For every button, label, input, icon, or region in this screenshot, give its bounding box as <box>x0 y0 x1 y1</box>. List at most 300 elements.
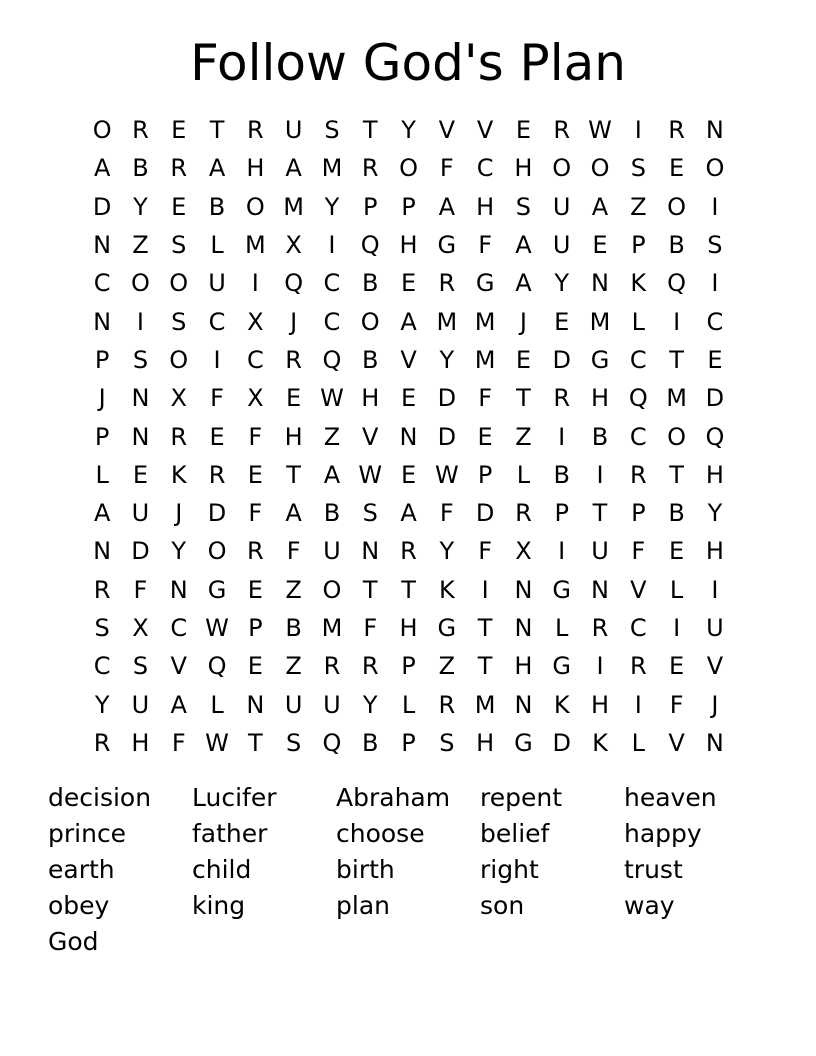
grid-letter: F <box>478 384 493 413</box>
grid-letter: C <box>629 614 647 642</box>
grid-letter: A <box>285 154 302 183</box>
grid-letter: R <box>400 537 417 566</box>
grid-letter: F <box>439 154 454 183</box>
grid-letter: G <box>475 269 495 298</box>
word-list-item: trust <box>624 855 683 884</box>
grid-letter: A <box>323 460 341 489</box>
grid-letter: E <box>247 460 263 489</box>
grid-letter: Y <box>439 345 455 374</box>
grid-letter: R <box>285 345 302 374</box>
grid-letter: T <box>477 614 493 642</box>
grid-letter: H <box>399 231 418 260</box>
grid-letter: N <box>93 231 112 260</box>
grid-letter: F <box>133 575 148 604</box>
grid-letter: D <box>437 384 457 413</box>
grid-letter: R <box>132 116 149 145</box>
grid-letter: S <box>439 728 455 757</box>
grid-letter: F <box>478 231 493 260</box>
grid-letter: N <box>514 614 533 642</box>
grid-letter: S <box>324 116 340 145</box>
grid-letter: Q <box>207 652 227 681</box>
grid-letter: H <box>361 384 380 413</box>
grid-letter: M <box>474 345 496 374</box>
grid-letter: I <box>558 537 566 566</box>
grid-letter: C <box>629 345 647 374</box>
grid-letter: N <box>591 575 609 604</box>
grid-letter: A <box>93 154 111 183</box>
grid-letter: R <box>553 384 571 413</box>
grid-letter: O <box>705 154 725 183</box>
grid-letter: P <box>248 614 263 642</box>
grid-letter: T <box>477 652 493 681</box>
grid-letter: N <box>514 575 533 604</box>
word-list-item: happy <box>624 819 702 848</box>
grid-letter: L <box>555 614 569 642</box>
grid-letter: G <box>552 652 572 681</box>
grid-letter: E <box>400 460 417 489</box>
word-list-item: plan <box>336 891 390 920</box>
grid-letter: N <box>591 269 609 298</box>
grid-letter: E <box>669 652 685 681</box>
grid-letter: D <box>92 192 112 221</box>
grid-letter: X <box>170 384 187 413</box>
grid-letter: Z <box>438 652 456 681</box>
grid-letter: F <box>210 384 224 413</box>
grid-letter: B <box>323 499 341 528</box>
grid-letter: F <box>363 614 378 642</box>
grid-letter: I <box>481 575 489 604</box>
grid-letter: C <box>629 422 647 451</box>
grid-letter: P <box>477 460 493 489</box>
word-list-item: earth <box>48 855 115 884</box>
grid-letter: E <box>132 460 149 489</box>
grid-letter: S <box>171 307 187 336</box>
grid-letter: O <box>207 537 227 566</box>
grid-letter: O <box>322 575 342 604</box>
grid-letter: G <box>437 614 457 642</box>
grid-letter: R <box>438 269 456 298</box>
grid-letter: S <box>286 728 302 757</box>
grid-letter: C <box>246 345 264 374</box>
grid-letter: S <box>94 614 110 642</box>
grid-letter: J <box>175 499 183 528</box>
grid-letter: J <box>98 384 106 413</box>
grid-letter: I <box>251 269 259 298</box>
grid-letter: R <box>93 728 111 757</box>
grid-letter: V <box>668 728 685 757</box>
grid-letter: P <box>94 345 110 374</box>
grid-letter: Q <box>628 384 648 413</box>
grid-letter: D <box>207 499 227 528</box>
grid-letter: X <box>247 307 264 336</box>
grid-letter: D <box>552 728 571 757</box>
grid-letter: L <box>516 460 531 489</box>
grid-letter: B <box>208 192 226 221</box>
grid-letter: R <box>515 499 532 528</box>
grid-letter: O <box>245 192 265 221</box>
grid-letter: Y <box>171 537 187 566</box>
grid-letter: V <box>476 116 494 145</box>
grid-letter: I <box>634 690 642 719</box>
grid-letter: A <box>170 690 187 719</box>
grid-letter: R <box>438 690 456 719</box>
grid-letter: N <box>361 537 380 566</box>
grid-letter: C <box>476 154 494 183</box>
grid-letter: P <box>401 728 416 757</box>
word-list-item: Lucifer <box>192 783 277 812</box>
grid-letter: U <box>284 690 303 719</box>
grid-letter: Y <box>439 537 455 566</box>
grid-letter: F <box>286 537 301 566</box>
grid-letter: L <box>669 575 684 604</box>
grid-letter: R <box>629 652 647 681</box>
grid-letter: O <box>667 192 687 221</box>
grid-letter: K <box>438 575 455 604</box>
grid-letter: Z <box>323 422 341 451</box>
grid-letter: W <box>358 460 383 489</box>
grid-letter: N <box>705 116 724 145</box>
word-list-item: choose <box>336 819 425 848</box>
grid-letter: H <box>476 192 495 221</box>
grid-letter: Y <box>707 499 723 528</box>
grid-letter: R <box>170 422 188 451</box>
grid-letter: D <box>131 537 150 566</box>
grid-letter: P <box>401 652 416 681</box>
grid-letter: G <box>437 231 457 260</box>
grid-letter: X <box>515 537 532 566</box>
grid-letter: O <box>399 154 418 183</box>
grid-letter: P <box>362 192 378 221</box>
grid-letter: I <box>213 345 221 374</box>
grid-letter: H <box>131 728 150 757</box>
page-title: Follow God's Plan <box>190 34 626 92</box>
grid-letter: F <box>248 499 263 528</box>
grid-letter: X <box>247 384 264 413</box>
grid-letter: A <box>400 307 417 336</box>
word-list-item: decision <box>48 783 152 812</box>
grid-letter: O <box>360 307 380 336</box>
grid-letter: S <box>171 231 187 260</box>
grid-letter: P <box>631 231 646 260</box>
grid-letter: N <box>169 575 188 604</box>
grid-letter: E <box>247 652 263 681</box>
grid-letter: Q <box>322 345 342 374</box>
grid-letter: Q <box>705 422 725 451</box>
word-list-item: God <box>48 927 99 956</box>
grid-letter: W <box>588 116 612 145</box>
grid-letter: Y <box>94 690 110 719</box>
grid-letter: G <box>552 575 572 604</box>
grid-letter: V <box>438 116 456 145</box>
grid-letter: L <box>210 231 224 260</box>
word-list-item: prince <box>48 819 127 848</box>
grid-letter: H <box>514 652 533 681</box>
grid-letter: T <box>669 460 684 489</box>
grid-letter: T <box>362 116 378 145</box>
grid-letter: B <box>591 422 609 451</box>
grid-letter: E <box>286 384 302 413</box>
grid-letter: S <box>630 154 646 183</box>
grid-letter: B <box>361 269 379 298</box>
grid-letter: X <box>285 231 302 260</box>
grid-letter: Z <box>285 575 302 604</box>
grid-letter: K <box>170 460 187 489</box>
grid-letter: I <box>711 269 719 298</box>
grid-letter: H <box>705 460 724 489</box>
grid-letter: Y <box>554 269 570 298</box>
grid-letter: B <box>285 614 302 642</box>
word-list-item: son <box>480 891 525 920</box>
grid-letter: U <box>323 690 341 719</box>
grid-letter: C <box>208 307 226 336</box>
grid-letter: M <box>321 154 343 183</box>
word-list-item: repent <box>480 783 563 812</box>
grid-letter: V <box>706 652 724 681</box>
grid-letter: W <box>205 728 229 757</box>
grid-letter: A <box>591 192 609 221</box>
grid-letter: E <box>400 384 417 413</box>
grid-letter: K <box>553 690 570 719</box>
grid-letter: D <box>437 422 457 451</box>
grid-letter: V <box>400 345 417 374</box>
grid-letter: E <box>171 192 187 221</box>
grid-letter: U <box>591 537 609 566</box>
grid-letter: N <box>93 537 112 566</box>
grid-letter: N <box>131 422 150 451</box>
grid-letter: D <box>475 499 495 528</box>
grid-letter: E <box>707 345 723 374</box>
grid-letter: P <box>401 192 416 221</box>
grid-letter: Y <box>401 116 416 145</box>
grid-letter: I <box>711 575 719 604</box>
grid-letter: E <box>669 537 685 566</box>
grid-letter: Z <box>515 422 532 451</box>
grid-letter: Y <box>133 192 148 221</box>
grid-letter: B <box>361 728 379 757</box>
grid-letter: C <box>323 269 341 298</box>
grid-letter: I <box>596 460 604 489</box>
grid-letter: S <box>515 192 532 221</box>
grid-letter: U <box>131 499 150 528</box>
grid-letter: R <box>668 116 685 145</box>
grid-letter: L <box>95 460 109 489</box>
grid-letter: X <box>132 614 149 642</box>
word-list <box>48 780 768 960</box>
grid-letter: R <box>170 154 188 183</box>
grid-letter: B <box>361 345 379 374</box>
word-list-item: way <box>624 891 675 920</box>
grid-letter: F <box>478 537 493 566</box>
word-list-item: heaven <box>624 783 717 812</box>
grid-letter: T <box>516 384 531 413</box>
grid-letter: U <box>131 690 150 719</box>
grid-letter: H <box>399 614 418 642</box>
grid-letter: J <box>290 307 298 336</box>
letter-grid <box>83 111 734 762</box>
grid-letter: Q <box>667 269 687 298</box>
grid-letter: N <box>514 690 533 719</box>
grid-letter: R <box>591 614 609 642</box>
grid-letter: A <box>285 499 302 528</box>
grid-letter: A <box>515 231 532 260</box>
grid-letter: Z <box>630 192 647 221</box>
grid-letter: U <box>706 614 724 642</box>
grid-letter: C <box>170 614 188 642</box>
grid-letter: T <box>248 728 263 757</box>
grid-letter: I <box>634 116 642 145</box>
grid-letter: V <box>362 422 379 451</box>
grid-letter: O <box>92 116 112 145</box>
grid-letter: B <box>668 499 685 528</box>
grid-letter: F <box>439 499 454 528</box>
grid-letter: L <box>210 690 224 719</box>
grid-letter: R <box>361 652 379 681</box>
grid-letter: E <box>554 307 570 336</box>
grid-letter: G <box>590 345 610 374</box>
grid-letter: F <box>631 537 646 566</box>
grid-letter: M <box>589 307 611 336</box>
grid-letter: F <box>669 690 684 719</box>
grid-letter: R <box>323 652 341 681</box>
grid-letter: J <box>711 690 719 719</box>
grid-letter: W <box>434 460 459 489</box>
grid-letter: O <box>169 269 189 298</box>
grid-letter: A <box>400 499 417 528</box>
grid-letter: Z <box>132 231 149 260</box>
grid-letter: H <box>705 537 724 566</box>
grid-letter: P <box>631 499 646 528</box>
grid-letter: B <box>668 231 685 260</box>
grid-letter: T <box>209 116 225 145</box>
grid-letter: Y <box>324 192 340 221</box>
grid-letter: E <box>669 154 685 183</box>
grid-letter: R <box>208 460 226 489</box>
grid-letter: F <box>171 728 186 757</box>
grid-letter: A <box>515 269 532 298</box>
grid-letter: N <box>399 422 418 451</box>
grid-letter: E <box>400 269 417 298</box>
grid-letter: C <box>93 269 111 298</box>
grid-letter: H <box>514 154 533 183</box>
grid-letter: O <box>131 269 150 298</box>
grid-letter: U <box>323 537 341 566</box>
grid-letter: M <box>244 231 266 260</box>
grid-letter: S <box>707 231 723 260</box>
grid-letter: E <box>515 345 531 374</box>
grid-letter: R <box>361 154 379 183</box>
grid-letter: P <box>94 422 110 451</box>
grid-letter: I <box>328 231 336 260</box>
grid-letter: H <box>476 728 495 757</box>
grid-letter: S <box>132 345 149 374</box>
grid-letter: E <box>209 422 225 451</box>
grid-letter: K <box>630 269 647 298</box>
grid-letter: E <box>592 231 608 260</box>
grid-letter: C <box>323 307 341 336</box>
grid-letter: C <box>706 307 724 336</box>
grid-letter: M <box>283 192 304 221</box>
grid-letter: Z <box>285 652 302 681</box>
grid-letter: U <box>552 192 571 221</box>
grid-letter: D <box>552 345 571 374</box>
grid-letter: M <box>474 307 496 336</box>
grid-letter: Q <box>360 231 380 260</box>
grid-letter: I <box>136 307 144 336</box>
grid-letter: P <box>554 499 569 528</box>
grid-letter: N <box>131 384 150 413</box>
grid-letter: O <box>590 154 610 183</box>
word-list-item: obey <box>48 891 110 920</box>
grid-letter: E <box>247 575 263 604</box>
grid-letter: L <box>401 690 416 719</box>
grid-letter: O <box>667 422 687 451</box>
grid-letter: G <box>207 575 227 604</box>
grid-letter: T <box>669 345 684 374</box>
grid-letter: M <box>474 690 496 719</box>
grid-letter: R <box>93 575 111 604</box>
grid-letter: H <box>246 154 265 183</box>
grid-letter: A <box>438 192 456 221</box>
grid-letter: M <box>321 614 343 642</box>
grid-letter: S <box>362 499 378 528</box>
grid-letter: Q <box>284 269 304 298</box>
grid-letter: C <box>93 652 111 681</box>
grid-letter: E <box>171 116 187 145</box>
grid-letter: N <box>246 690 265 719</box>
word-list-item: king <box>192 891 246 920</box>
grid-letter: V <box>170 652 187 681</box>
grid-letter: E <box>477 422 493 451</box>
grid-letter: T <box>286 460 301 489</box>
grid-letter: S <box>132 652 149 681</box>
grid-letter: I <box>673 307 681 336</box>
grid-letter: A <box>208 154 226 183</box>
grid-letter: R <box>553 116 571 145</box>
grid-letter: V <box>630 575 647 604</box>
word-list-item: Abraham <box>336 783 451 812</box>
word-list-item: father <box>192 819 268 848</box>
grid-letter: T <box>592 499 608 528</box>
grid-letter: K <box>592 728 608 757</box>
grid-letter: Y <box>362 690 378 719</box>
word-list-item: belief <box>480 819 550 848</box>
grid-letter: U <box>284 116 303 145</box>
grid-letter: O <box>552 154 572 183</box>
grid-letter: N <box>93 307 112 336</box>
grid-letter: R <box>629 460 647 489</box>
grid-letter: T <box>401 575 416 604</box>
grid-letter: I <box>558 422 566 451</box>
grid-letter: H <box>590 690 610 719</box>
grid-letter: J <box>519 307 527 336</box>
grid-letter: B <box>132 154 149 183</box>
grid-letter: U <box>208 269 226 298</box>
grid-letter: M <box>666 384 687 413</box>
grid-letter: U <box>552 231 571 260</box>
grid-letter: L <box>631 728 645 757</box>
grid-letter: H <box>284 422 303 451</box>
grid-letter: I <box>711 192 719 221</box>
grid-letter: Q <box>322 728 342 757</box>
grid-letter: I <box>673 614 681 642</box>
grid-letter: N <box>705 728 724 757</box>
grid-letter: M <box>436 307 458 336</box>
grid-letter: F <box>248 422 263 451</box>
grid-letter: O <box>169 345 189 374</box>
grid-letter: W <box>320 384 344 413</box>
grid-letter: R <box>246 537 264 566</box>
grid-letter: W <box>205 614 229 642</box>
